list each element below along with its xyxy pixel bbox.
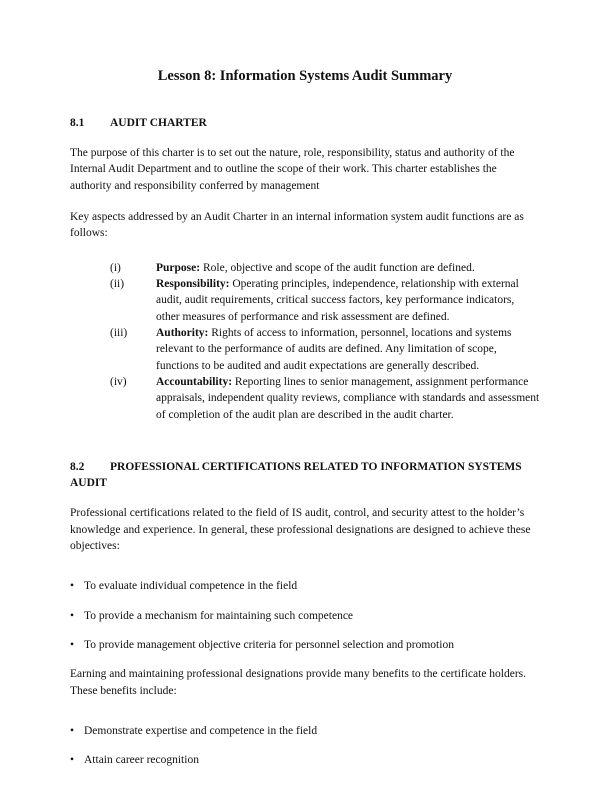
bullet-item <box>70 723 540 739</box>
roman-numeral-list <box>110 260 540 423</box>
list-item <box>110 374 540 423</box>
section-number: 8.1 <box>70 116 85 129</box>
bullet-marker: • <box>70 609 75 622</box>
paragraph: Professional certifications related to the field of IS audit, control, and security attest to the holder’s knowledge and experience. In general, these professional designations are designed to achieve these objectives: <box>70 507 531 553</box>
bullet-list <box>70 723 540 769</box>
list-marker: (iii) <box>110 326 128 339</box>
list-marker: (ii) <box>110 277 125 290</box>
list-marker: (i) <box>110 261 121 274</box>
list-item-body <box>156 276 540 325</box>
list-item <box>110 325 540 374</box>
bullet-text: Attain career recognition <box>84 754 199 767</box>
section-heading-text: AUDIT CHARTER <box>110 116 207 129</box>
section-number: 8.2 <box>70 460 85 473</box>
section-heading-text: PROFESSIONAL CERTIFICATIONS RELATED TO INFORMATION SYSTEMS AUDIT <box>70 460 522 490</box>
bullet-text: To provide management objective criteria for personnel selection and promotion <box>84 639 454 652</box>
bullet-text: To provide a mechanism for maintaining such competence <box>84 609 354 622</box>
bullet-item <box>70 752 540 768</box>
list-item <box>110 276 540 325</box>
bullet-item <box>70 608 540 624</box>
list-item-body <box>156 260 540 276</box>
list-item <box>110 260 540 276</box>
page-title: Lesson 8: Information Systems Audit Summary <box>157 68 453 84</box>
bullet-marker: • <box>70 639 75 652</box>
bullet-text: Demonstrate expertise and competence in the field <box>84 725 318 738</box>
section-professional-certifications <box>70 459 540 769</box>
list-item-body <box>156 325 540 374</box>
bullet-item <box>70 578 540 594</box>
list-text: Reporting lines to senior management, assignment performance appraisals, independent quality reviews, compliance with standards and assessment of completion of the audit plan are described in the audit charter. <box>156 375 540 421</box>
paragraph: Earning and maintaining professional designations provide many benefits to the certificate holders. These benefits include: <box>70 668 527 697</box>
list-marker: (iv) <box>110 375 127 388</box>
bullet-marker: • <box>70 725 75 738</box>
section-heading <box>70 459 525 492</box>
bullet-marker: • <box>70 580 75 593</box>
bullet-item <box>70 637 540 653</box>
bullet-text: To evaluate individual competence in the field <box>84 580 298 593</box>
list-text: Role, objective and scope of the audit function are defined. <box>202 261 475 274</box>
list-term: Authority: <box>156 326 209 339</box>
list-term: Responsibility: <box>156 277 230 290</box>
section-heading <box>70 115 525 131</box>
section-audit-charter <box>70 115 540 423</box>
list-term: Accountability: <box>156 375 233 388</box>
list-item-body <box>156 374 540 423</box>
bullet-list <box>70 578 540 653</box>
paragraph: Key aspects addressed by an Audit Charter in an internal information system audit functions are as follows: <box>70 210 524 240</box>
list-term: Purpose: <box>156 261 201 274</box>
paragraph: The purpose of this charter is to set out the nature, role, responsibility, status and authority of the Internal Audit Department and to outline the scope of their work. This charter establishes the authority and responsibility conferred by management <box>70 146 515 192</box>
list-text: Rights of access to information, personnel, locations and systems relevant to the performance of audits are defined. Any limitation of scope, functions to be audited and audit expectations are generally described. <box>156 326 512 372</box>
bullet-marker: • <box>70 754 75 767</box>
list-text: Operating principles, independence, relationship with external audit, audit requirements, critical success factors, key performance indicators, other measures of performance and risk assessment are defined. <box>156 277 519 323</box>
